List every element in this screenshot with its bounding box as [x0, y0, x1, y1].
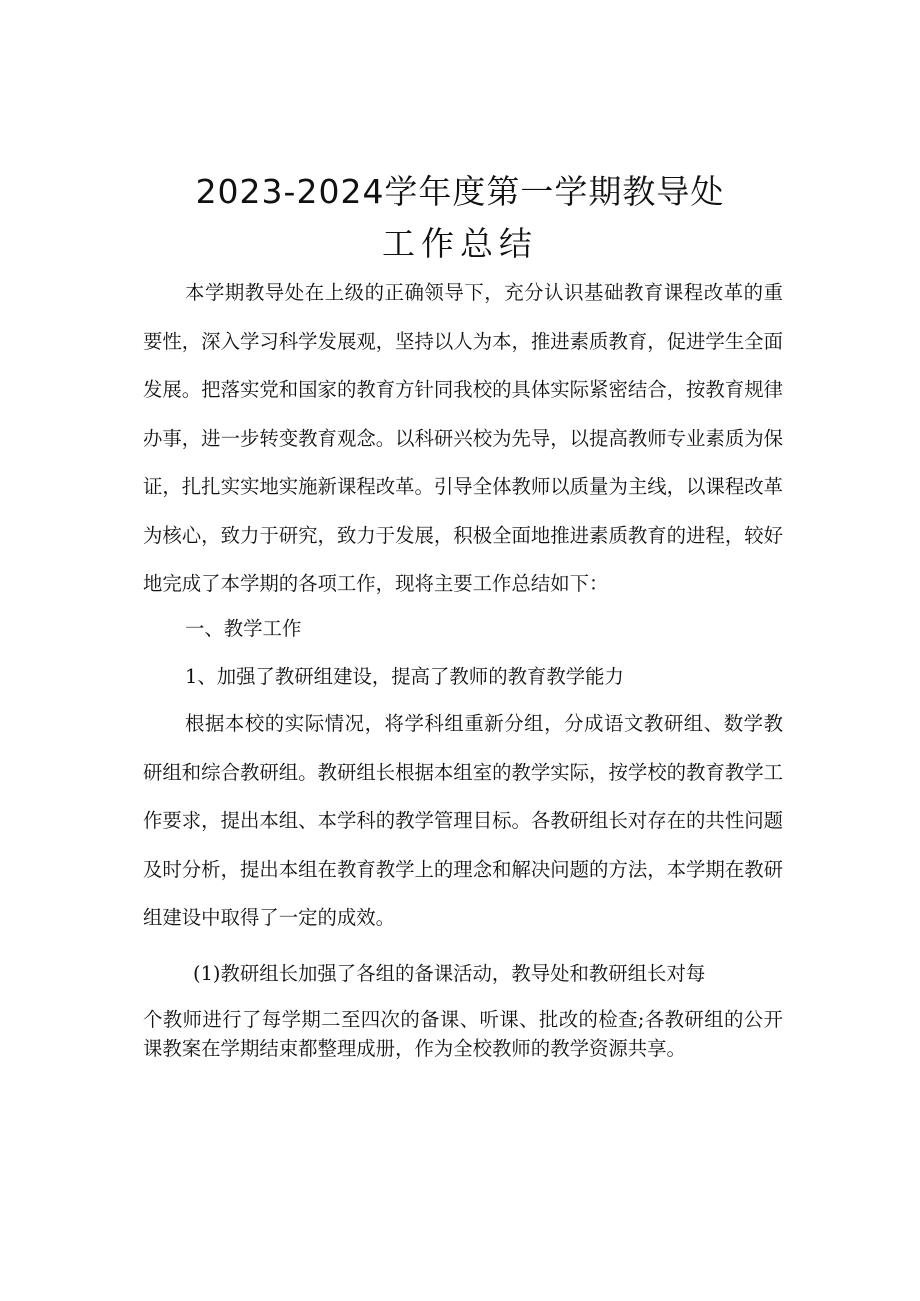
item-1-continuation: 个教师进行了每学期二至四次的备课、听课、批改的检查;各教研组的公开课教案在学期结束都整理成册，作为全校教师的教学资源共享。 — [143, 1008, 783, 1060]
intro-paragraph: 本学期教导处在上级的正确领导下，充分认识基础教育课程改革的重要性，深入学习科学发展观，坚持以人为本，推进素质教育，促进学生全面发展。把落实党和国家的教育方针同我校的具体实际紧密结合，按教育规律办事，进一步转变教育观念。以科研兴校为先导，以提高教师专业素质为保证，扎扎实实地实施新课程改革。引导全体教师以质量为主线，以课程改革为核心，致力于研究，致力于发展，积极全面地推进素质教育的进程，较好地完成了本学期的各项工作，现将主要工作总结如下： — [143, 281, 783, 595]
document-title-line-1: 2023-2024学年度第一学期教导处 — [195, 172, 725, 211]
research-groups-paragraph: 根据本校的实际情况，将学科组重新分组，分成语文教研组、数学教研组和综合教研组。教研组长根据本组室的教学实际，按学校的教育教学工作要求，提出本组、本学科的教学管理目标。各教研组长对存在的共性问题及时分析，提出本组在教育教学上的理念和解决问题的方法，本学期在教研组建设中取得了一定的成效。 — [143, 712, 783, 929]
subsection-heading-research-groups: 1、加强了教研组建设，提高了教师的教育教学能力 — [185, 665, 624, 688]
item-1-first-line: (1)教研组长加强了各组的备课活动，教导处和教研组长对每 — [193, 962, 706, 985]
section-heading-teaching: 一、教学工作 — [185, 617, 302, 640]
document-title-line-2: 工作总结 — [382, 224, 538, 263]
